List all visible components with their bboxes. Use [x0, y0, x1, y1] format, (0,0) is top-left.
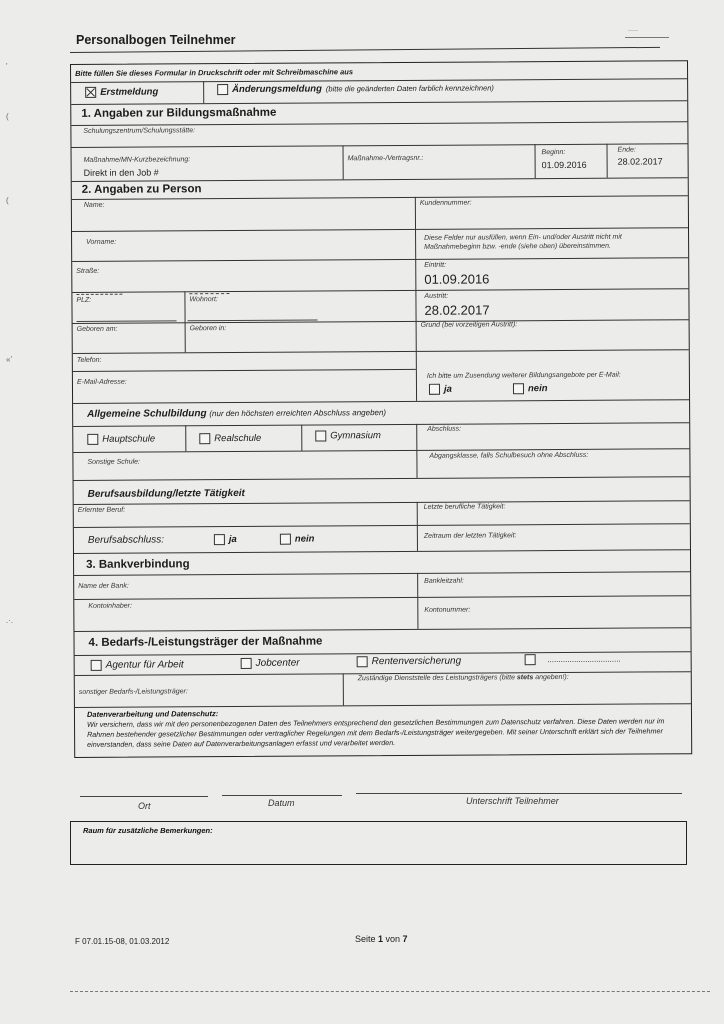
- last-job-label: Letzte berufliche Tätigkeit:: [423, 503, 506, 511]
- change-report-label: Änderungsmeldung: [232, 83, 322, 96]
- margin-mark: «': [6, 355, 12, 364]
- checkbox-icon[interactable]: [525, 654, 536, 665]
- divider: [343, 145, 344, 179]
- place-line[interactable]: [80, 796, 208, 797]
- exit-value[interactable]: 28.02.2017: [424, 302, 490, 318]
- vocational-no-option[interactable]: [280, 534, 315, 545]
- vocational-yes-label: ja: [228, 533, 237, 546]
- school-option-realschule[interactable]: [199, 433, 261, 444]
- holder-label: Kontoinhaber:: [88, 602, 132, 610]
- entry-note-cell: [415, 227, 688, 259]
- customer-no-cell[interactable]: [415, 195, 688, 229]
- account-label: Kontonummer:: [424, 606, 471, 614]
- schooling-heading-text: Allgemeine Schulbildung: [87, 408, 207, 420]
- school-option-label: Gymnasium: [330, 430, 381, 442]
- funding-option-rentenversicherung[interactable]: [357, 656, 462, 668]
- zip-label: PLZ:: [76, 296, 92, 304]
- birthdate-label: Geboren am:: [76, 325, 118, 333]
- section3-heading: 3. Bankverbindung: [86, 558, 190, 571]
- title-underline: [70, 47, 660, 53]
- vocational-heading: Berufsausbildung/letzte Tätigkeit: [87, 487, 245, 500]
- first-report-label: Erstmeldung: [100, 86, 159, 98]
- checkbox-icon[interactable]: [214, 534, 225, 545]
- schooling-heading-note: (nur den höchsten erreichten Abschluss angeben): [209, 408, 387, 419]
- degree-label: Abschluss:: [427, 425, 462, 433]
- vocational-degree-label: Berufsabschluss:: [87, 534, 165, 546]
- page-current: 1: [378, 934, 384, 944]
- checkbox-icon[interactable]: [315, 430, 326, 441]
- office-label-pre: Zuständige Dienststelle des Leistungsträgers (bitte: [357, 674, 517, 683]
- newsletter-no-option[interactable]: [513, 383, 548, 394]
- training-center-label: Schulungszentrum/Schulungsstätte:: [83, 127, 196, 135]
- newsletter-cell: [416, 367, 689, 401]
- funding-option-agentur[interactable]: [91, 659, 184, 671]
- period-label: Zeitraum der letzten Tätigkeit:: [423, 532, 517, 540]
- redacted-scribble: [77, 320, 177, 322]
- privacy-text: Wir versichern, dass wir mit den personenbezogenen Daten des Teilnehmers entsprechend den gesetzlichen Bestimmungen zum Datenschutz verfahren. Diese Daten werden nur im Rahmen bestehender gesetzlicher Bestimmungen oder vertraglicher Regelungen mit dem Bedarfs-/Leistungsträger weitergegeben. Mit seiner Unterschrift erklärt sich der Teilnehmer einverstanden, dass seine Daten auf Datenverarbeitungsanlagen erfasst und verarbeitet werden.: [87, 716, 665, 749]
- schooling-heading: [87, 407, 386, 420]
- other-funder-label: sonstiger Bedarfs-/Leistungsträger:: [78, 688, 188, 696]
- other-school-label: Sonstige Schule:: [87, 458, 141, 466]
- email-label: E-Mail-Adresse:: [76, 378, 127, 386]
- page-total: 7: [402, 934, 408, 944]
- entry-label: Eintritt:: [424, 261, 447, 269]
- course-value[interactable]: Direkt in den Job #: [83, 167, 159, 178]
- address-row: [72, 288, 688, 324]
- leaving-class-cell[interactable]: [416, 448, 689, 478]
- change-report-note: (bitte die geänderten Daten farblich kennzeichnen): [325, 83, 494, 94]
- change-report-option[interactable]: [217, 82, 494, 95]
- contract-label: Maßnahme-/Vertragsnr.:: [347, 154, 424, 163]
- office-label-post: angeben!):: [533, 673, 569, 682]
- school-option-gymnasium[interactable]: [315, 430, 381, 441]
- checkbox-icon[interactable]: [513, 383, 524, 394]
- checkbox-icon[interactable]: [217, 84, 228, 95]
- checkbox-icon[interactable]: [357, 656, 368, 667]
- last-job-cell[interactable]: [417, 500, 690, 525]
- signature-line[interactable]: [356, 793, 682, 794]
- learned-job-label: Erlernter Beruf:: [77, 506, 126, 514]
- place-label: Ort: [138, 801, 151, 811]
- blz-label: Bankleitzahl:: [424, 577, 464, 585]
- exit-reason-label: Grund (bei vorzeitigen Austritt):: [420, 321, 518, 329]
- period-cell[interactable]: [417, 523, 690, 551]
- funding-option-label: Jobcenter: [255, 657, 300, 669]
- office-label: [358, 674, 569, 682]
- entry-value[interactable]: 01.09.2016: [424, 271, 490, 287]
- checkbox-icon[interactable]: [87, 434, 98, 445]
- funding-option-other[interactable]: [525, 654, 621, 666]
- divider: [185, 425, 186, 451]
- newsletter-no-label: nein: [527, 383, 548, 395]
- checkbox-icon[interactable]: [280, 534, 291, 545]
- date-line[interactable]: [222, 795, 342, 796]
- office-cell[interactable]: [343, 671, 691, 705]
- customer-no-label: Kundennummer:: [419, 199, 472, 207]
- margin-mark: .·.: [6, 616, 14, 625]
- degree-cell[interactable]: [416, 422, 689, 450]
- entry-note: Diese Felder nur ausfüllen, wenn Ein- und/oder Austritt nicht mit Maßnahmebeginn bzw. -ende (siehe oben) übereinstimmen.: [424, 233, 622, 251]
- vocational-no-label: nein: [294, 533, 315, 545]
- funding-option-jobcenter[interactable]: [241, 658, 300, 669]
- privacy-heading: Datenverarbeitung und Datenschutz:: [86, 709, 219, 719]
- instructions-text: Bitte füllen Sie dieses Formular in Druckschrift oder mit Schreibmaschine aus: [75, 67, 354, 78]
- funding-details-row: [75, 671, 691, 708]
- holder-row: [74, 595, 690, 632]
- redacted-scribble: [189, 293, 229, 294]
- exit-label: Austritt:: [424, 292, 449, 300]
- email-row: [73, 367, 689, 404]
- section1-heading: 1. Angaben zur Bildungsmaßnahme: [81, 106, 277, 120]
- start-cell[interactable]: [534, 144, 606, 178]
- corner-rule: [625, 37, 669, 38]
- end-label: Ende:: [617, 146, 636, 154]
- entry-cell[interactable]: [415, 257, 688, 290]
- divider: [203, 81, 204, 103]
- firstname-label: Vorname:: [86, 238, 117, 246]
- street-row: [72, 257, 688, 293]
- page-indicator: [355, 934, 408, 944]
- course-row: [72, 143, 688, 182]
- checkbox-icon[interactable]: [91, 660, 102, 671]
- section4-heading: 4. Bedarfs-/Leistungsträger der Maßnahme: [88, 635, 323, 649]
- margin-mark: ': [6, 62, 8, 71]
- checkbox-icon[interactable]: [199, 433, 210, 444]
- funding-option-label: Rentenversicherung: [371, 655, 462, 668]
- phone-label: Telefon:: [76, 356, 102, 364]
- margin-mark: (: [6, 112, 9, 121]
- checkbox-checked-icon[interactable]: [85, 87, 96, 98]
- form-code: F 07.01.15-08, 01.03.2012: [75, 937, 170, 946]
- checkbox-icon[interactable]: [429, 384, 440, 395]
- vocational-yes-option[interactable]: [214, 534, 237, 545]
- page-mid: von: [383, 934, 403, 944]
- street-label: Straße:: [76, 267, 100, 275]
- birth-row: [73, 319, 689, 354]
- blz-cell[interactable]: [417, 571, 690, 597]
- name-row: [72, 195, 688, 232]
- start-label: Beginn:: [541, 148, 566, 157]
- leaving-class-label: Abgangsklasse, falls Schulbesuch ohne Abschluss:: [429, 451, 589, 460]
- bank-label: Name der Bank:: [78, 582, 129, 590]
- funding-option-label: Agentur für Arbeit: [105, 659, 184, 671]
- birthplace-label: Geboren in:: [189, 325, 227, 333]
- page-prefix: Seite: [355, 934, 379, 944]
- date-label: Datum: [268, 798, 295, 808]
- privacy-row: [75, 703, 691, 757]
- corner-mark: -----: [628, 28, 638, 34]
- newsletter-yes-option[interactable]: [429, 384, 452, 395]
- birthplace-cell[interactable]: [185, 321, 416, 352]
- school-option-hauptschule[interactable]: [87, 433, 155, 444]
- margin-mark: (: [6, 196, 9, 205]
- remarks-box[interactable]: [70, 821, 687, 865]
- redacted-scribble: [188, 319, 318, 321]
- school-option-label: Hauptschule: [102, 433, 156, 445]
- firstname-row: [72, 227, 688, 262]
- newsletter-yes-label: ja: [443, 383, 452, 395]
- start-value[interactable]: 01.09.2016: [541, 159, 587, 171]
- section2-heading: 2. Angaben zu Person: [81, 183, 202, 196]
- city-cell[interactable]: [184, 290, 415, 322]
- newsletter-label: Ich bitte um Zusendung weiterer Bildungsangebote per E-Mail:: [426, 371, 621, 380]
- signature-label: Unterschrift Teilnehmer: [466, 796, 559, 806]
- name-label: Name:: [83, 201, 105, 209]
- account-cell[interactable]: [417, 595, 690, 629]
- page-title: Personalbogen Teilnehmer: [76, 33, 236, 47]
- funding-option-other-line[interactable]: .................................: [547, 654, 622, 665]
- school-option-label: Realschule: [214, 432, 262, 445]
- exit-cell[interactable]: [415, 288, 688, 321]
- first-report-option[interactable]: [85, 86, 158, 97]
- end-value[interactable]: 28.02.2017: [617, 156, 663, 167]
- checkbox-icon[interactable]: [241, 658, 252, 669]
- city-label: Wohnort:: [189, 296, 218, 304]
- participant-form: [70, 60, 692, 758]
- course-label: Maßnahme/MN-Kurzbezeichnung:: [83, 156, 191, 164]
- divider: [301, 425, 302, 451]
- remarks-label: Raum für zusätzliche Bemerkungen:: [83, 826, 213, 835]
- office-label-bold: stets: [516, 674, 534, 682]
- redacted-scribble: [76, 294, 122, 295]
- end-cell[interactable]: [606, 143, 687, 177]
- scan-artifact-line: [70, 991, 710, 992]
